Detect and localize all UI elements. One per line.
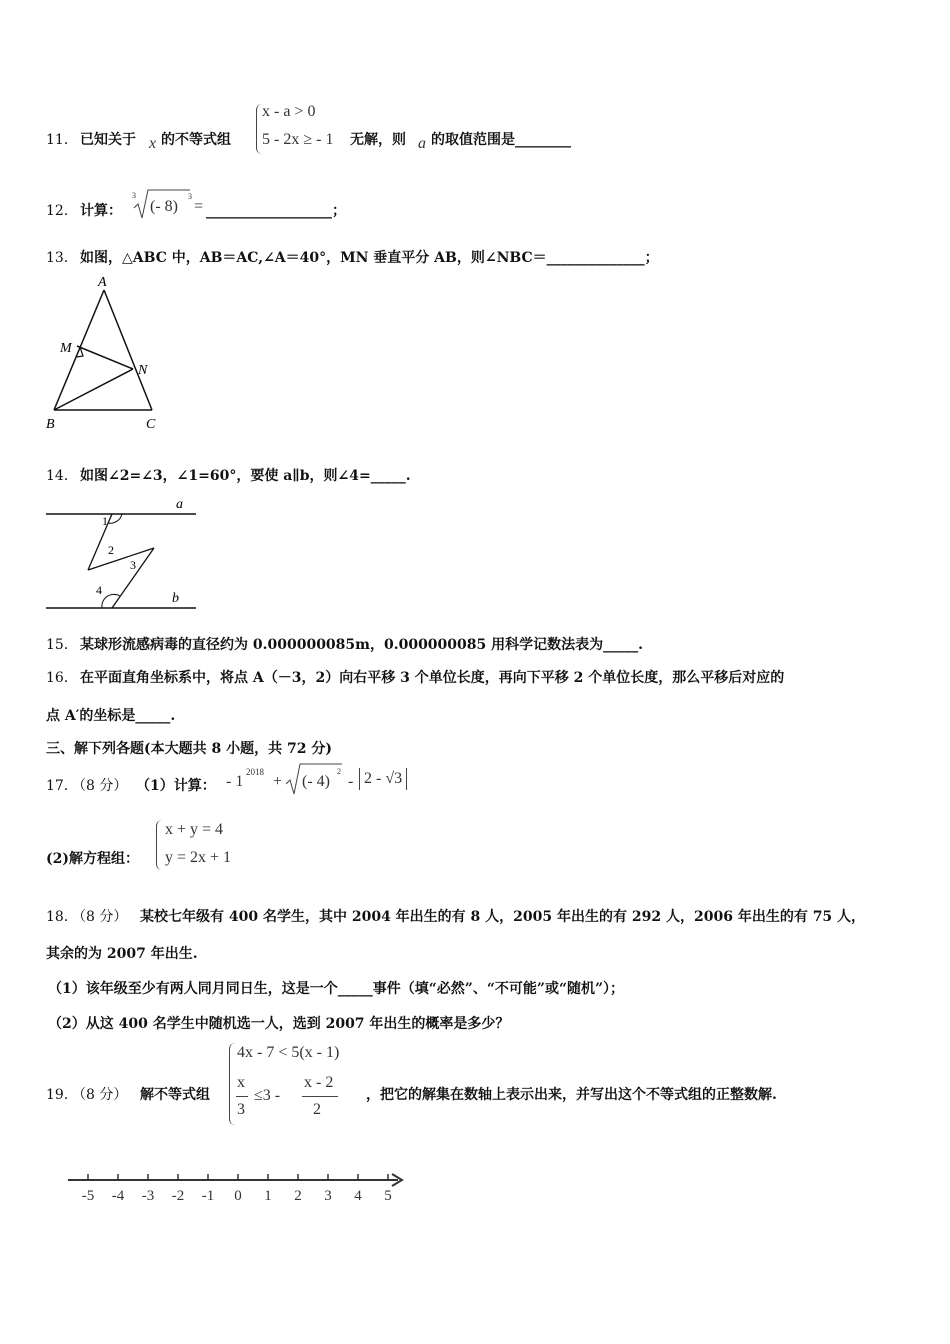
q19-system-brace xyxy=(229,1043,236,1125)
q12-answer-blank: __________________； xyxy=(206,203,346,219)
q11-inequality-1: x - a > 0 xyxy=(262,103,316,120)
q12-label: 计算： xyxy=(80,203,122,219)
q18-number: 18． xyxy=(46,909,78,925)
q16-number: 16． xyxy=(46,670,78,686)
q17-neg-one: - 1 xyxy=(226,773,244,790)
number-line-label: -5 xyxy=(81,1188,95,1204)
q19-rhs-denominator: 2 xyxy=(313,1101,321,1118)
q14-number: 14． xyxy=(46,468,78,484)
q13-label-A: A xyxy=(98,275,107,290)
q19-lhs-denominator: 3 xyxy=(237,1101,245,1118)
q19-middle: ≤3 - xyxy=(254,1087,281,1104)
q16-line-2: 点 A′的坐标是_____. xyxy=(46,708,176,724)
q14-angle-3: 3 xyxy=(130,558,136,572)
q18-line-1: 某校七年级有 400 名学生，其中 2004 年出生的有 8 人，2005 年出生的有 292 人，2006 年出生的有 75 人， xyxy=(140,909,866,925)
q12-root-index: 3 xyxy=(132,191,136,200)
q17-absolute-value: 2 - √3 xyxy=(359,768,407,790)
q13-label-B: B xyxy=(46,417,55,432)
q17-part-1-label: （1）计算： xyxy=(136,778,216,794)
q11-text-3: 无解，则 xyxy=(350,132,406,148)
q19-text-1: 解不等式组 xyxy=(140,1087,210,1103)
q17-minus: - xyxy=(348,773,354,790)
q19-rhs-fraction-bar xyxy=(302,1096,338,1097)
number-line-label: -1 xyxy=(201,1188,215,1204)
q11-text-2: 的不等式组 xyxy=(161,132,231,148)
q17-equation-2: y = 2x + 1 xyxy=(165,849,232,866)
q14-angle-4: 4 xyxy=(96,583,102,597)
number-line-label: 5 xyxy=(384,1188,392,1204)
q11-var-x: x xyxy=(149,135,157,152)
q18-sub-question-2: （2）从这 400 名学生中随机选一人，选到 2007 年出生的概率是多少？ xyxy=(48,1016,510,1032)
q11-var-a: a xyxy=(418,135,426,152)
q13-label-N: N xyxy=(138,363,148,378)
q19-inequality-1: 4x - 7 < 5(x - 1) xyxy=(237,1044,340,1061)
number-line-label: -2 xyxy=(171,1188,185,1204)
number-line-label: 1 xyxy=(264,1188,272,1204)
q17-score: （8 分） xyxy=(72,778,128,794)
q17-radicand: (- 4) xyxy=(302,773,330,790)
q14-angle-1: 1 xyxy=(102,514,108,528)
q19-text-2: ，把它的解集在数轴上表示出来，并写出这个不等式组的正整数解. xyxy=(366,1087,777,1103)
q13-label-C: C xyxy=(146,417,156,432)
section-3-heading: 三、解下列各题(本大题共 8 小题，共 72 分) xyxy=(46,741,332,757)
number-line-label: 0 xyxy=(234,1188,242,1204)
q19-number-line xyxy=(60,1162,410,1212)
q12-radicand: (- 8) xyxy=(150,198,178,215)
q19-lhs-fraction-bar xyxy=(236,1096,248,1097)
q19-lhs-numerator: x xyxy=(237,1074,245,1091)
number-line-label: 2 xyxy=(294,1188,302,1204)
q11-text-1: 已知关于 xyxy=(80,132,136,148)
q17-equation-1: x + y = 4 xyxy=(165,821,224,838)
number-line-label: 4 xyxy=(354,1188,362,1204)
q13-triangle-figure xyxy=(40,270,170,435)
q18-line-2: 其余的为 2007 年出生. xyxy=(46,946,198,962)
number-line-label: -3 xyxy=(141,1188,155,1204)
q15-text: 某球形流感病毒的直径约为 0.000000085m，0.000000085 用科学记数法表为_____. xyxy=(80,637,644,653)
q15-number: 15． xyxy=(46,637,78,653)
q12-number: 12． xyxy=(46,203,78,219)
q16-line-1: 在平面直角坐标系中，将点 A（－3，2）向右平移 3 个单位长度，再向下平移 2 个单位长度，那么平移后对应的 xyxy=(80,670,785,686)
q19-score: （8 分） xyxy=(72,1087,128,1103)
q18-sub-question-1: （1）该年级至少有两人同月同日生，这是一个_____事件（填“必然”、“不可能”或“随机”）； xyxy=(48,981,625,997)
q14-label-a: a xyxy=(176,497,183,512)
q17-plus: + xyxy=(273,773,283,790)
q12-exponent: 3 xyxy=(188,192,192,201)
q17-radicand-exponent: 2 xyxy=(337,767,341,776)
q14-angle-2: 2 xyxy=(108,543,114,557)
q17-radical xyxy=(284,760,346,798)
q14-text: 如图∠2=∠3，∠1=60°，要使 a∥b，则∠4=_____. xyxy=(80,468,411,484)
q11-number: 11． xyxy=(46,132,78,148)
q17-system-brace xyxy=(156,820,163,870)
q17-exponent-2018: 2018 xyxy=(246,767,264,777)
q13-label-M: M xyxy=(60,341,72,356)
q11-text-4: 的取值范围是________ xyxy=(431,132,571,148)
q13-number: 13． xyxy=(46,250,78,266)
q17-part-2-label: (2)解方程组： xyxy=(46,851,139,867)
q19-rhs-numerator: x - 2 xyxy=(304,1074,334,1091)
q13-text: 如图，△ABC 中，AB＝AC,∠A＝40°，MN 垂直平分 AB，则∠NBC＝______________； xyxy=(80,250,659,266)
q12-equals: = xyxy=(194,198,204,215)
q11-inequality-2: 5 - 2x ≥ - 1 xyxy=(262,131,334,148)
q17-number: 17． xyxy=(46,778,78,794)
q19-number: 19． xyxy=(46,1087,78,1103)
q18-score: （8 分） xyxy=(72,909,128,925)
number-line-label: 3 xyxy=(324,1188,332,1204)
q14-parallel-lines-figure xyxy=(44,490,204,615)
number-line-label: -4 xyxy=(111,1188,125,1204)
q14-label-b: b xyxy=(172,591,179,606)
